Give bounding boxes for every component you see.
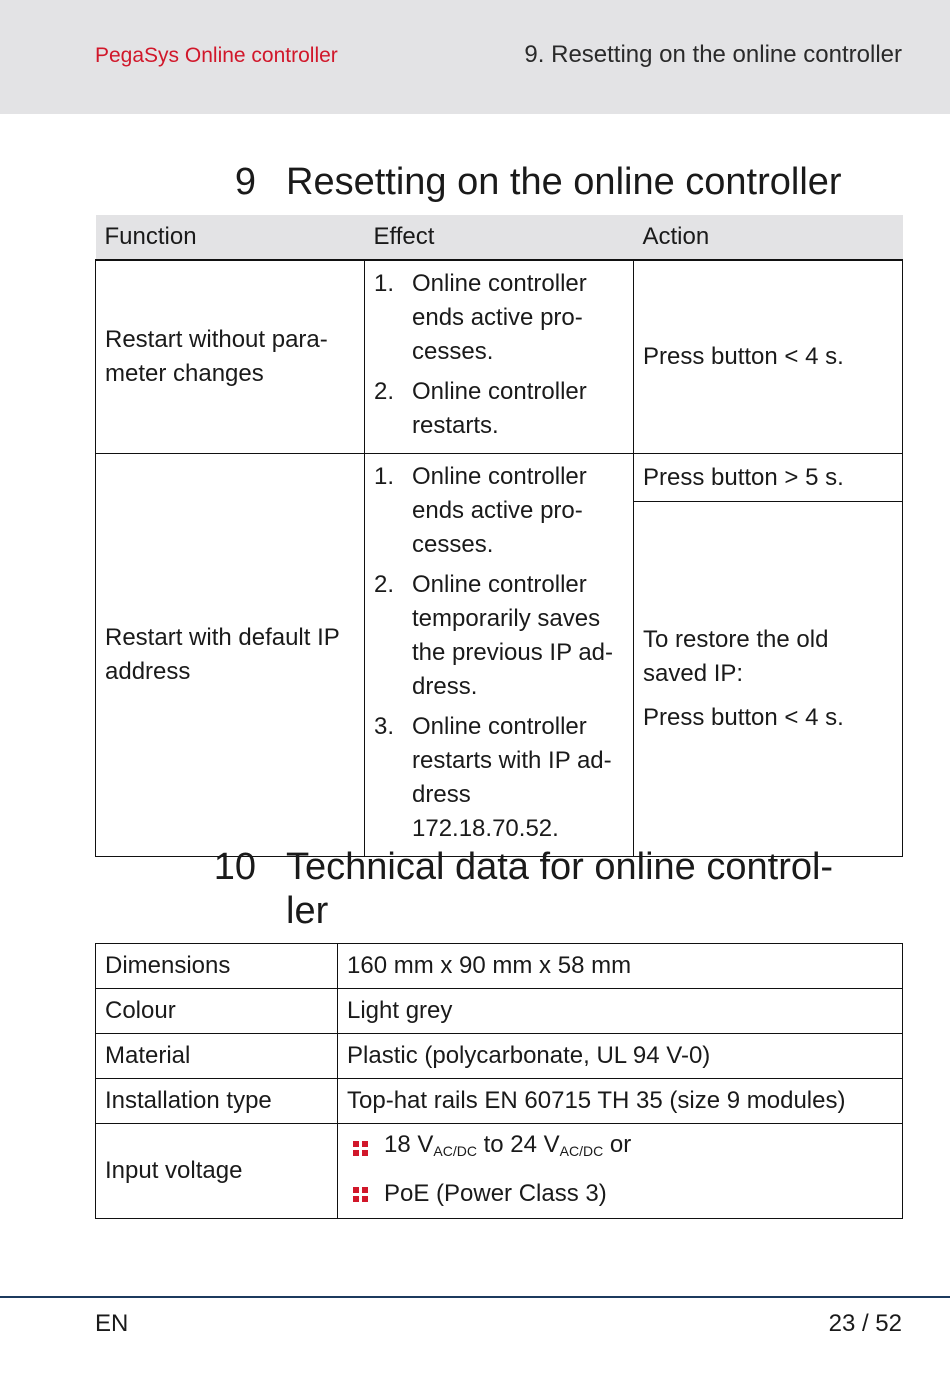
bullet-icon xyxy=(353,1187,368,1202)
label-cell: Dimensions xyxy=(96,944,338,989)
item-text: Online controller restarts. xyxy=(412,378,587,439)
bullet-icon xyxy=(353,1141,368,1156)
section-9-heading xyxy=(0,160,950,204)
table-row xyxy=(96,989,903,1034)
list-item xyxy=(374,460,624,562)
reset-table xyxy=(95,215,903,857)
table-row xyxy=(96,1124,903,1219)
action-intro: To restore the old saved IP: xyxy=(643,626,829,688)
value-cell xyxy=(338,1124,903,1219)
action-cell xyxy=(634,502,903,857)
effect-cell xyxy=(365,260,634,454)
column-header-action: Action xyxy=(634,215,903,260)
table-row xyxy=(96,944,903,989)
table-row xyxy=(96,260,903,454)
function-cell: Restart without para-meter changes xyxy=(96,260,365,454)
page-header xyxy=(0,0,950,114)
section-10-title-line2: ler xyxy=(286,890,329,932)
voltage-text: 18 $V_{AC/DC}$ to 24 $V_{AC/DC}$ or xyxy=(384,1131,632,1159)
section-10-number: 10 xyxy=(213,846,256,888)
list-item xyxy=(374,375,624,443)
list-item xyxy=(347,1125,893,1171)
value-cell: Top-hat rails EN 60715 TH 35 (size 9 modules) xyxy=(338,1079,903,1124)
section-10-title-line1: Technical data for online control- xyxy=(286,846,834,888)
section-9-title: Resetting on the online controller xyxy=(286,161,842,203)
list-item xyxy=(374,267,624,369)
value-cell: Plastic (polycarbonate, UL 94 V-0) xyxy=(338,1034,903,1079)
brand-label: PegaSys Online controller xyxy=(95,44,338,67)
list-item xyxy=(374,710,624,846)
voltage-list xyxy=(347,1125,893,1217)
item-number: 2. xyxy=(374,571,395,598)
section-9-number: 9 xyxy=(234,161,256,203)
poe-text: PoE (Power Class 3) xyxy=(384,1180,607,1207)
column-header-function: Function xyxy=(96,215,365,260)
label-cell: Material xyxy=(96,1034,338,1079)
item-text: Online controller temporarily saves the previous IP ad-dress. xyxy=(412,571,614,700)
function-cell: Restart with default IP address xyxy=(96,454,365,857)
value-cell: Light grey xyxy=(338,989,903,1034)
reset-table-header-row xyxy=(96,215,903,260)
effect-list xyxy=(374,267,624,443)
table-row xyxy=(96,1079,903,1124)
column-header-effect: Effect xyxy=(365,215,634,260)
footer-language: EN xyxy=(95,1310,129,1337)
running-title: 9. Resetting on the online controller xyxy=(524,41,902,68)
table-row xyxy=(96,454,903,502)
item-number: 2. xyxy=(374,378,395,405)
effect-list xyxy=(374,460,624,846)
value-cell: 160 mm x 90 mm x 58 mm xyxy=(338,944,903,989)
item-text: Online controller ends active pro-cesses. xyxy=(412,463,587,558)
tech-data-table xyxy=(95,943,903,1219)
label-cell: Installation type xyxy=(96,1079,338,1124)
item-number: 1. xyxy=(374,463,395,490)
list-item xyxy=(347,1171,893,1217)
item-number: 3. xyxy=(374,713,395,740)
effect-cell xyxy=(365,454,634,857)
section-10-heading xyxy=(0,845,950,933)
page-number: 23 / 52 xyxy=(828,1310,902,1337)
table-row xyxy=(96,1034,903,1079)
item-text: Online controller ends active pro-cesses. xyxy=(412,270,587,365)
action-text: Press button < 4 s. xyxy=(643,704,844,732)
footer-rule xyxy=(0,1296,950,1298)
action-cell: Press button < 4 s. xyxy=(634,260,903,454)
action-cell: Press button > 5 s. xyxy=(634,454,903,502)
label-cell: Colour xyxy=(96,989,338,1034)
item-number: 1. xyxy=(374,270,395,297)
label-cell: Input voltage xyxy=(96,1124,338,1219)
item-text: Online controller restarts with IP ad-dress 172.18.70.52. xyxy=(412,713,612,842)
list-item xyxy=(374,568,624,704)
